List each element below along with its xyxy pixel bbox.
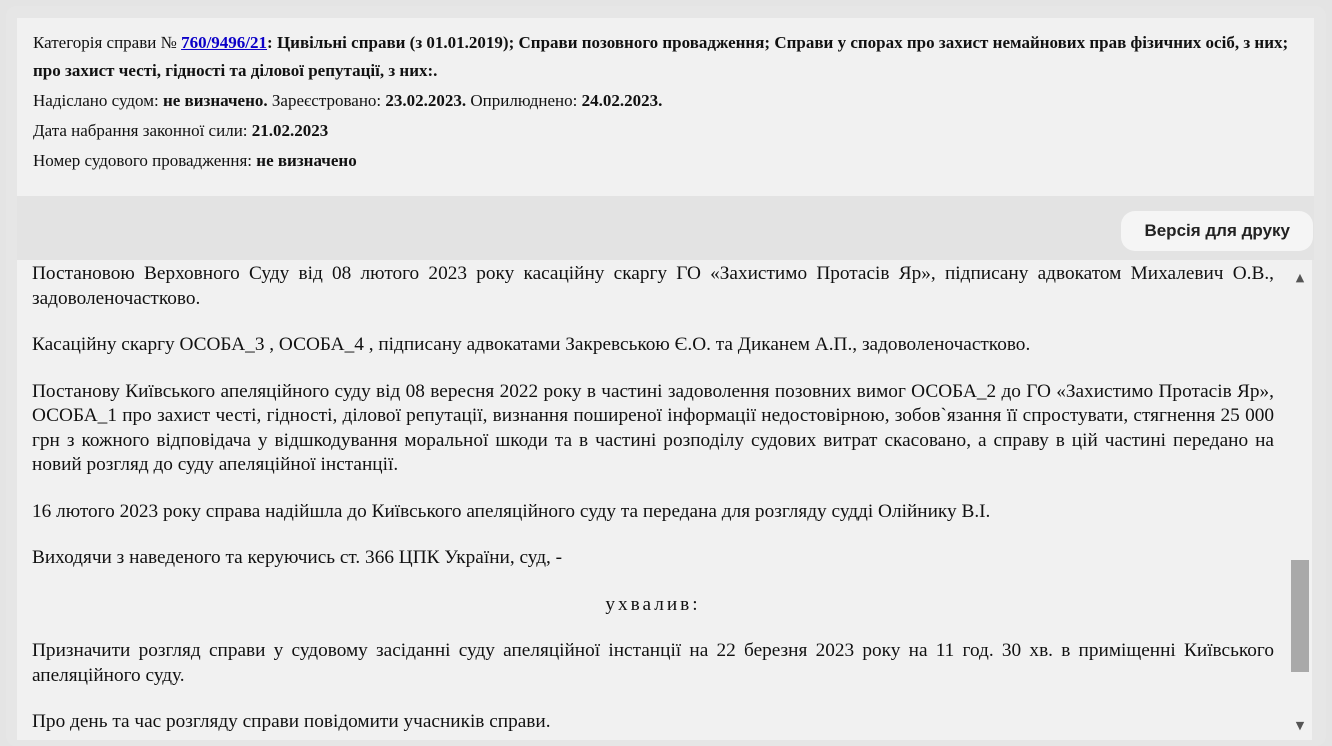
scroll-up-arrow-icon[interactable]: ▲ [1295, 271, 1305, 284]
print-version-button[interactable]: Версія для друку [1121, 211, 1313, 251]
document-paragraph: 16 лютого 2023 року справа надійшла до Київського апеляційного суду та передана для розгляду судді Олійнику В.І. [32, 500, 991, 522]
category-label: Категорія справи № [33, 33, 177, 52]
effective-date-line [33, 117, 1298, 145]
registered-value: 23.02.2023. [385, 91, 467, 110]
document-paragraph: Призначити розгляд справи у судовому засіданні суду апеляційної інстанції на 22 березня 2023 року на 11 год. 30 хв. в приміщенні Київського апеляційного суду. [32, 640, 1274, 686]
sent-value: не визначено. [162, 91, 268, 110]
case-number-link[interactable]: 760/9496/21 [181, 33, 268, 52]
document-paragraph: Виходячи з наведеного та керуючись ст. 366 ЦПК України, суд, - [32, 547, 563, 568]
document-paragraph: Постановою Верховного Суду від 08 лютого 2023 року касаційну скаргу ГО «Захистимо Протасів Яр», підписану адвокатом Михалевич О.В., задоволеночастково. [32, 263, 1274, 309]
document-paragraph: Про день та час розгляду справи повідомити учасників справи. [32, 711, 551, 732]
proceeding-label: Номер судового провадження: [33, 151, 253, 170]
case-info-panel [17, 18, 1314, 196]
toolbar [17, 196, 1314, 260]
vertical-scrollbar[interactable] [1288, 260, 1312, 740]
published-value: 24.02.2023. [581, 91, 663, 110]
scrollbar-thumb[interactable] [1291, 560, 1309, 672]
proceeding-line [33, 147, 1298, 175]
effective-label: Дата набрання законної сили: [33, 121, 248, 140]
effective-value: 21.02.2023 [251, 121, 329, 140]
ruling-heading: ухвалив: [605, 593, 701, 615]
document-viewer[interactable] [17, 260, 1288, 740]
scroll-down-arrow-icon[interactable]: ▼ [1295, 719, 1305, 732]
category-line [33, 29, 1298, 85]
document-text [17, 262, 1288, 735]
document-paragraph: Касаційну скаргу ОСОБА_3 , ОСОБА_4 , підписану адвокатами Закревською Є.О. та Диканем А.П., задоволеночастково. [32, 334, 1031, 355]
dates-line [33, 87, 1298, 115]
published-label: Оприлюднено: [470, 91, 578, 110]
registered-label: Зареєстровано: [271, 91, 382, 110]
sent-label: Надіслано судом: [33, 91, 159, 110]
proceeding-value: не визначено [256, 151, 357, 170]
category-text: : Цивільні справи (з 01.01.2019); Справи позовного провадження; Справи у спорах про захист немайнових прав фізичних осіб, з них; про захист честі, гідності та ділової репутації, з них:. [33, 33, 1289, 80]
document-paragraph: Постанову Київського апеляційного суду від 08 вересня 2022 року в частині задоволення позовних вимог ОСОБА_2 до ГО «Захистимо Протасів Яр», ОСОБА_1 про захист честі, гідності, ділової репутації, визнання поширеної інформації недостовірною, зобов`язання її спростувати, стягнення 25 000 грн з кожного відповідача у відшкодування моральної шкоди та в частині розподілу судових витрат скасовано, а справу в цій частині передано на новий розгляд до суду апеляційної інстанції. [32, 380, 1274, 475]
